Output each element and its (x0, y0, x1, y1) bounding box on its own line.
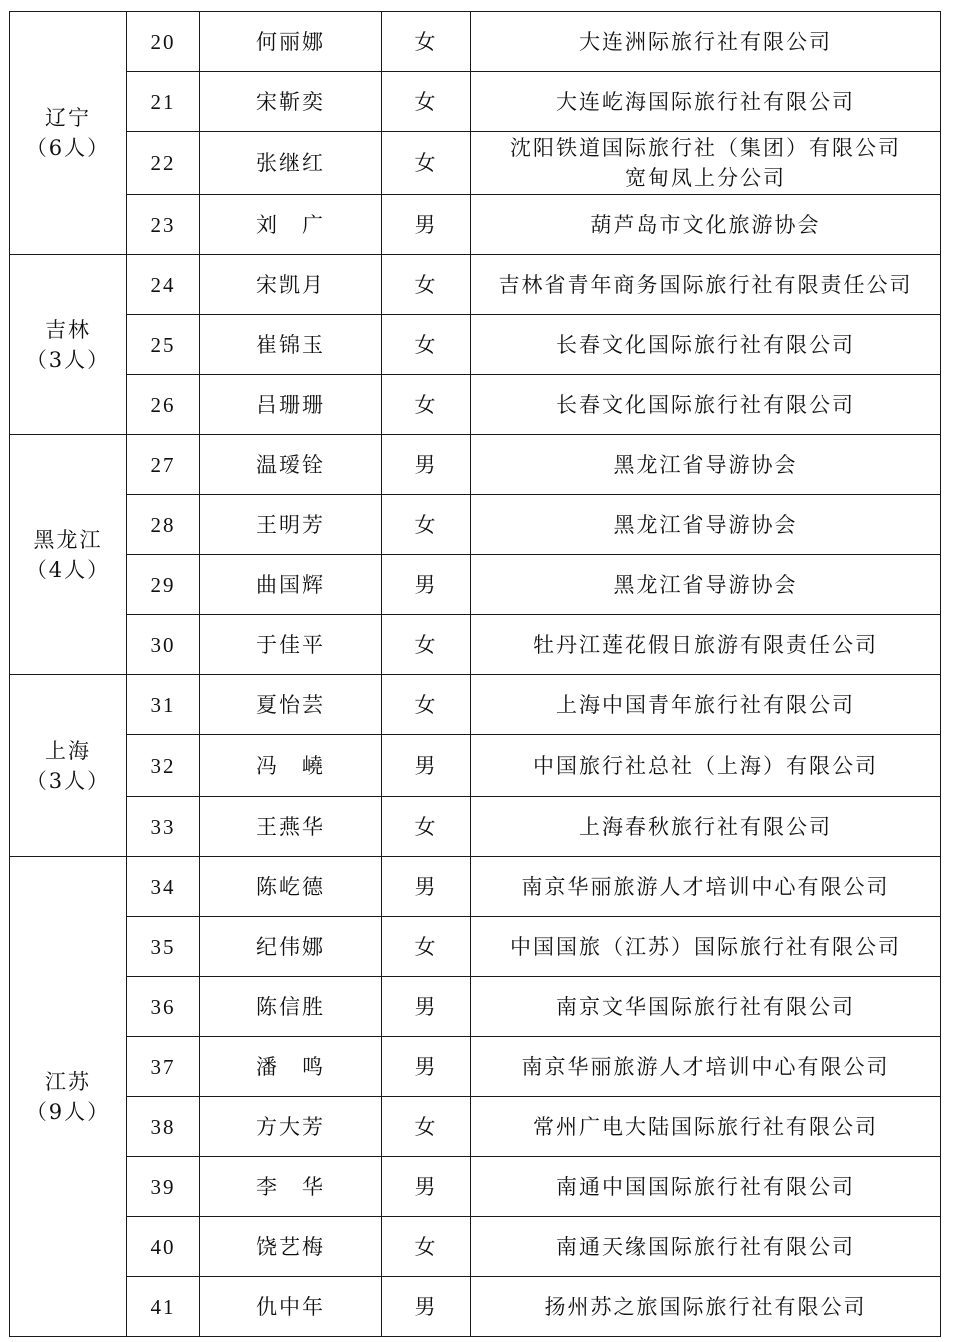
organization-name: 上海中国青年旅行社有限公司 (556, 692, 855, 717)
organization-name: 南通天缘国际旅行社有限公司 (556, 1234, 855, 1259)
organization-cell (471, 857, 941, 917)
province-name: 辽宁 (45, 106, 91, 130)
table-row (10, 132, 941, 195)
table-row (10, 495, 941, 555)
person-name: 冯 嶢 (200, 735, 382, 797)
table-row (10, 857, 941, 917)
organization-cell (471, 675, 941, 735)
organization-cell (471, 255, 941, 315)
organization-cell (471, 72, 941, 132)
organization-name: 南京文华国际旅行社有限公司 (556, 994, 855, 1019)
row-number: 27 (127, 435, 200, 495)
organization-name: 黑龙江省导游协会 (613, 512, 798, 537)
organization-name: 葫芦岛市文化旅游协会 (590, 212, 821, 237)
gender-cell: 男 (382, 195, 471, 255)
person-name: 王燕华 (200, 797, 382, 857)
person-name: 宋靳奕 (200, 72, 382, 132)
organization-cell (471, 132, 941, 195)
gender-cell: 女 (382, 315, 471, 375)
gender-cell: 男 (382, 857, 471, 917)
table-row (10, 435, 941, 495)
gender-cell: 女 (382, 797, 471, 857)
organization-cell (471, 615, 941, 675)
table-row (10, 315, 941, 375)
table-row (10, 615, 941, 675)
person-name: 张继红 (200, 132, 382, 195)
province-cell (10, 857, 127, 1337)
gender-cell: 男 (382, 1157, 471, 1217)
gender-cell: 女 (382, 675, 471, 735)
roster-body (10, 12, 941, 1337)
row-number: 38 (127, 1097, 200, 1157)
person-name: 王明芳 (200, 495, 382, 555)
row-number: 20 (127, 12, 200, 72)
province-count: （4人） (25, 557, 111, 582)
organization-name: 黑龙江省导游协会 (613, 572, 798, 597)
row-number: 24 (127, 255, 200, 315)
row-number: 28 (127, 495, 200, 555)
gender-cell: 男 (382, 1277, 471, 1337)
organization-cell (471, 315, 941, 375)
organization-cell (471, 1277, 941, 1337)
person-name: 陈屹德 (200, 857, 382, 917)
person-name: 温瑷铨 (200, 435, 382, 495)
row-number: 34 (127, 857, 200, 917)
row-number: 30 (127, 615, 200, 675)
table-row (10, 195, 941, 255)
gender-cell: 女 (382, 615, 471, 675)
row-number: 36 (127, 977, 200, 1037)
table-row (10, 675, 941, 735)
table-row (10, 977, 941, 1037)
row-number: 37 (127, 1037, 200, 1097)
gender-cell: 女 (382, 1097, 471, 1157)
province-name: 吉林 (45, 317, 91, 342)
organization-cell (471, 977, 941, 1037)
row-number: 33 (127, 797, 200, 857)
person-name: 潘 鸣 (200, 1037, 382, 1097)
organization-cell (471, 12, 941, 72)
organization-name: 大连屹海国际旅行社有限公司 (556, 89, 855, 114)
row-number: 31 (127, 675, 200, 735)
table-row (10, 375, 941, 435)
roster-table (9, 11, 941, 1337)
person-name: 纪伟娜 (200, 917, 382, 977)
person-name: 刘 广 (200, 195, 382, 255)
organization-name: 牡丹江莲花假日旅游有限责任公司 (533, 632, 878, 657)
province-cell (10, 675, 127, 857)
gender-cell: 女 (382, 132, 471, 195)
person-name: 崔锦玉 (200, 315, 382, 375)
table-row (10, 735, 941, 797)
organization-name: 长春文化国际旅行社有限公司 (556, 332, 855, 357)
table-row (10, 1157, 941, 1217)
table-row (10, 1217, 941, 1277)
organization-cell (471, 1037, 941, 1097)
province-count: （3人） (25, 768, 111, 793)
organization-name: 吉林省青年商务国际旅行社有限责任公司 (498, 272, 913, 297)
person-name: 宋凯月 (200, 255, 382, 315)
row-number: 25 (127, 315, 200, 375)
person-name: 曲国辉 (200, 555, 382, 615)
province-name: 上海 (45, 738, 91, 763)
row-number: 35 (127, 917, 200, 977)
gender-cell: 男 (382, 1037, 471, 1097)
organization-cell (471, 735, 941, 797)
gender-cell: 女 (382, 12, 471, 72)
table-row (10, 72, 941, 132)
organization-branch: 宽甸凤上分公司 (625, 166, 786, 190)
table-row (10, 1097, 941, 1157)
organization-cell (471, 797, 941, 857)
organization-name: 扬州苏之旅国际旅行社有限公司 (544, 1294, 867, 1319)
person-name: 饶艺梅 (200, 1217, 382, 1277)
organization-name: 长春文化国际旅行社有限公司 (556, 392, 855, 417)
gender-cell: 女 (382, 495, 471, 555)
province-count: （3人） (25, 347, 111, 372)
person-name: 陈信胜 (200, 977, 382, 1037)
organization-cell (471, 1097, 941, 1157)
organization-cell (471, 375, 941, 435)
person-name: 仇中年 (200, 1277, 382, 1337)
organization-name: 上海春秋旅行社有限公司 (579, 814, 832, 839)
row-number: 21 (127, 72, 200, 132)
organization-cell (471, 1157, 941, 1217)
organization-cell (471, 917, 941, 977)
row-number: 23 (127, 195, 200, 255)
province-cell (10, 435, 127, 675)
gender-cell: 男 (382, 735, 471, 797)
province-cell (10, 255, 127, 435)
row-number: 29 (127, 555, 200, 615)
gender-cell: 女 (382, 375, 471, 435)
organization-name: 沈阳铁道国际旅行社（集团）有限公司 (510, 136, 901, 160)
organization-name: 中国国旅（江苏）国际旅行社有限公司 (510, 934, 901, 959)
person-name: 吕珊珊 (200, 375, 382, 435)
province-count: （9人） (25, 1099, 111, 1124)
organization-cell (471, 195, 941, 255)
organization-name: 黑龙江省导游协会 (613, 452, 798, 477)
row-number: 32 (127, 735, 200, 797)
gender-cell: 女 (382, 917, 471, 977)
person-name: 何丽娜 (200, 12, 382, 72)
organization-name: 大连洲际旅行社有限公司 (579, 29, 832, 54)
row-number: 22 (127, 132, 200, 195)
table-row (10, 797, 941, 857)
organization-name: 南京华丽旅游人才培训中心有限公司 (521, 874, 890, 899)
table-row (10, 12, 941, 72)
row-number: 26 (127, 375, 200, 435)
table-row (10, 555, 941, 615)
organization-cell (471, 495, 941, 555)
row-number: 40 (127, 1217, 200, 1277)
organization-cell (471, 435, 941, 495)
person-name: 于佳平 (200, 615, 382, 675)
person-name: 李 华 (200, 1157, 382, 1217)
province-count: （6人） (25, 136, 111, 160)
table-row (10, 255, 941, 315)
organization-name: 常州广电大陆国际旅行社有限公司 (533, 1114, 878, 1139)
person-name: 方大芳 (200, 1097, 382, 1157)
organization-name: 南京华丽旅游人才培训中心有限公司 (521, 1054, 890, 1079)
province-name: 江苏 (45, 1069, 91, 1094)
province-cell (10, 12, 127, 255)
row-number: 39 (127, 1157, 200, 1217)
organization-cell (471, 555, 941, 615)
table-row (10, 1037, 941, 1097)
organization-name: 南通中国国际旅行社有限公司 (556, 1174, 855, 1199)
gender-cell: 女 (382, 72, 471, 132)
gender-cell: 男 (382, 555, 471, 615)
row-number: 41 (127, 1277, 200, 1337)
table-row (10, 1277, 941, 1337)
gender-cell: 男 (382, 435, 471, 495)
gender-cell: 女 (382, 255, 471, 315)
organization-cell (471, 1217, 941, 1277)
province-name: 黑龙江 (33, 527, 103, 552)
gender-cell: 女 (382, 1217, 471, 1277)
table-row (10, 917, 941, 977)
gender-cell: 男 (382, 977, 471, 1037)
organization-name: 中国旅行社总社（上海）有限公司 (533, 753, 878, 778)
person-name: 夏怡芸 (200, 675, 382, 735)
